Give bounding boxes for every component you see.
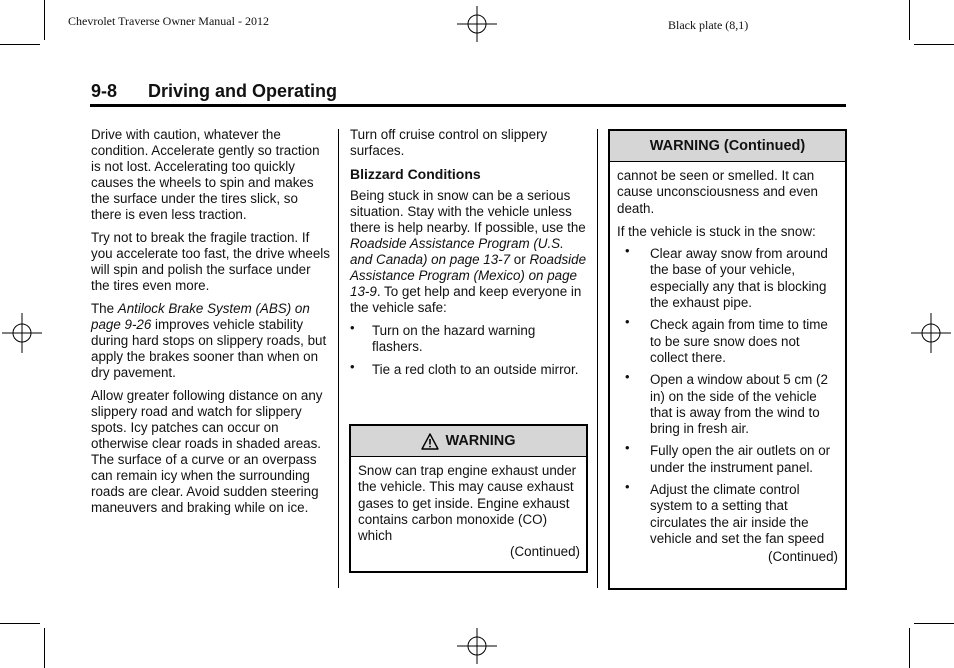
text: . To get help and keep everyone in the vehicle safe: <box>350 284 582 315</box>
section-heading <box>90 80 846 107</box>
page-number: 9-8 <box>91 81 118 101</box>
section-title: Driving and Operating <box>148 81 338 101</box>
warning-box <box>349 424 588 573</box>
column-1 <box>91 127 331 523</box>
subsection-heading: Blizzard Conditions <box>350 166 481 182</box>
bullet-list <box>617 246 838 547</box>
crop-mark <box>0 44 40 45</box>
column-divider <box>338 129 339 588</box>
warning-header <box>610 131 845 162</box>
registration-mark-icon <box>2 313 42 353</box>
warning-triangle-icon <box>421 433 439 450</box>
paragraph <box>91 301 331 381</box>
warning-title: WARNING <box>445 433 516 449</box>
paragraph <box>350 188 586 316</box>
cross-reference-link[interactable]: Antilock Brake System (ABS) on page 9-26 <box>91 301 310 332</box>
cross-reference-link[interactable]: Roadside Assistance Program (Mexico) on page 13-9 <box>350 252 587 299</box>
paragraph: Allow greater following distance on any slippery road and watch for slippery spots. Icy patches can occur on otherwise clear roads in shaded areas. The surface of a curve or an overpass can remain icy when the surrounding roads are clear. Avoid sudden steering maneuvers and braking while on ice. <box>91 388 323 515</box>
crop-mark <box>914 44 954 45</box>
continued-label: (Continued) <box>768 549 838 565</box>
registration-mark-icon <box>457 4 497 44</box>
registration-mark-icon <box>457 626 497 666</box>
crop-mark <box>0 623 40 624</box>
cross-reference-link[interactable]: Roadside Assistance Program (U.S. and Canada) on page 13-7 <box>350 236 564 267</box>
list-item: • Clear away snow from around the base of your vehicle, especially any that is blocking the exhaust pipe. <box>625 246 838 311</box>
warning-header <box>351 426 586 457</box>
crop-mark <box>44 0 45 40</box>
warning-continued-box <box>608 129 847 590</box>
list-item: • Turn on the hazard warning flashers. <box>350 323 586 355</box>
paragraph: If the vehicle is stuck in the snow: <box>617 223 816 239</box>
list-item: • Open a window about 5 cm (2 in) on the side of the vehicle that is away from the wind to bring in fresh air. <box>625 372 838 437</box>
crop-mark <box>914 623 954 624</box>
crop-mark <box>909 628 910 668</box>
paragraph: Try not to break the fragile traction. If you accelerate too fast, the drive wheels will spin and polish the surface under the tires even more. <box>91 230 330 293</box>
paragraph: Drive with caution, whatever the condition. Accelerate gently so traction is not lost. Accelerating too quickly causes the wheels to spin and makes the surface under the tires slick, so there is even less traction. <box>91 127 320 222</box>
list-item: • Adjust the climate control system to a setting that circulates the air inside the vehicle and set the fan speed <box>625 482 838 547</box>
plate-label: Black plate (8,1) <box>668 18 749 32</box>
warning-body <box>610 162 845 566</box>
list-item: • Tie a red cloth to an outside mirror. <box>350 362 586 378</box>
list-item: • Check again from time to time to be sure snow does not collect there. <box>625 317 838 366</box>
crop-mark <box>909 0 910 40</box>
column-2 <box>350 127 586 385</box>
registration-mark-icon <box>911 313 951 353</box>
continued-label: (Continued) <box>510 544 580 560</box>
warning-text: Snow can trap engine exhaust under the vehicle. This may cause exhaust gases to get inside. Engine exhaust contains carbon monoxide (CO) which <box>358 463 577 544</box>
text: improves vehicle stability during hard stops on slippery roads, but apply the brakes sooner than when on dry pavement. <box>91 317 327 380</box>
warning-title: WARNING (Continued) <box>649 138 806 154</box>
paragraph: cannot be seen or smelled. It can cause unconsciousness and even death. <box>617 168 818 216</box>
text: or <box>510 252 530 267</box>
text: Being stuck in snow can be a serious situation. Stay with the vehicle unless there is help nearby. If possible, use the <box>350 188 586 235</box>
list-item: • Fully open the air outlets on or under the instrument panel. <box>625 443 838 476</box>
crop-mark <box>44 628 45 668</box>
column-divider <box>597 129 598 588</box>
bullet-list <box>350 323 586 378</box>
text: The <box>91 301 118 316</box>
warning-body <box>351 457 586 561</box>
manual-title: Chevrolet Traverse Owner Manual - 2012 <box>68 14 269 28</box>
paragraph: Turn off cruise control on slippery surfaces. <box>350 127 548 158</box>
